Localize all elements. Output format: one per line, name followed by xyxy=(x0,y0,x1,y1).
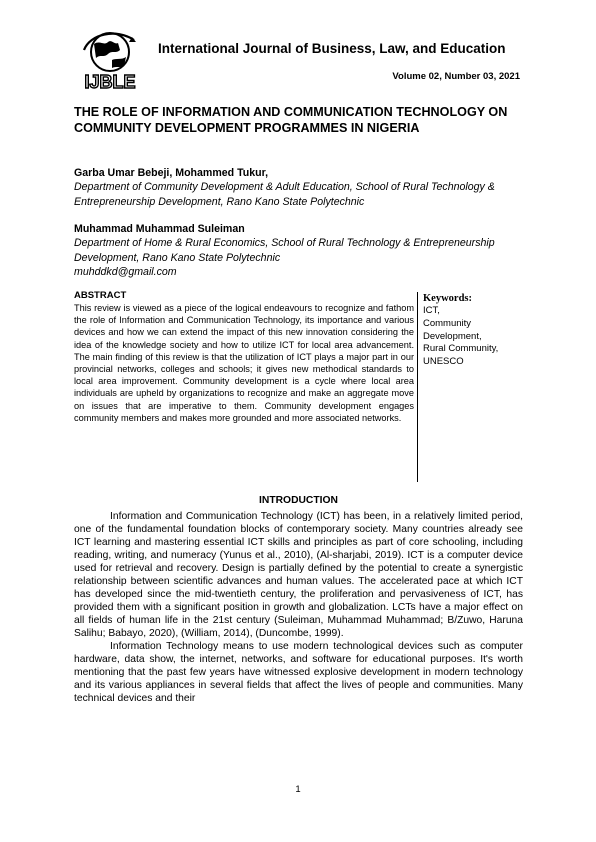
author-affiliation-1: Department of Community Development & Adult Education, School of Rural Technology & Entrepreneurship Development, Rano Kano State Polytechnic xyxy=(74,181,495,208)
keyword-item: Community Development, xyxy=(423,317,482,342)
body-paragraph: Information and Communication Technology (ICT) has been, in a relatively limited period, one of the fundamental foundation blocks of contemporary society. Many countries already see ICT learning and mastering essential ICT skills and principles as part of core schooling, including reading, writing, and numeracy (Yunus et al., 2010), (Al-sharjabi, 2019). ICT is a computer device used for retrieval and recovery. Design is partially defined by the potential to create a synergistic relationship between scientific advances and human values. The accelerated pace at which ICT has developed since the mid-twentieth century, the proliferation and pervasiveness of ICT, has provided them with a significant position in growth and globalization. LCTs have a major effect on all fields of human life in the 21st century (Suleiman, Muhammad Muhammad; B/Zuwo, Haruna Salihu; Babayo, 2020), (William, 2014), (Duncombe, 1999). xyxy=(74,511,523,639)
abstract-heading: ABSTRACT xyxy=(74,290,127,301)
globe-icon xyxy=(74,30,146,92)
keyword-item: Rural Community, xyxy=(423,343,499,355)
abstract-text: This review is viewed as a piece of the logical endeavours to recognize and fathom the role of Information and Communication Technology, its importance and various devices and how we can extend the impact of this new innovation considering the idea of the knowledge society and how to utilize ICT for local area advancement. The main finding of this review is that the utilization of ICT plays a major part in our provincial networks, colleges and schools; it gives new methodical standards to local area improvement. Community development is a cycle where local area individuals are upheld by organizations to recognize and make an aggregate move on issues that are imperative to them. Community development engages community members and makes more grounded and more associated networks. xyxy=(74,303,414,423)
body-paragraph: Information Technology means to use modern technological devices such as computer hardware, data show, the internet, networks, and software for educational purposes. It's worth mentioning that the past few years have witnessed explosive development in modern technology and its various appliances in several fields that affect the lives of people and communities. Many technical devices and their xyxy=(74,641,523,704)
introduction-body xyxy=(74,510,523,705)
author-names-2: Muhammad Muhammad Suleiman xyxy=(74,223,245,235)
svg-text:IJBLE: IJBLE xyxy=(84,72,136,92)
introduction-heading: INTRODUCTION xyxy=(259,495,338,506)
author-email[interactable]: muhddkd@gmail.com xyxy=(74,266,177,278)
journal-logo xyxy=(74,30,146,92)
author-names-1: Garba Umar Bebeji, Mohammed Tukur, xyxy=(74,167,269,179)
author-affiliation-2: Department of Home & Rural Economics, School of Rural Technology & Entrepreneurship Development, Rano Kano State Polytechnic xyxy=(74,237,495,264)
keyword-item: UNESCO xyxy=(423,356,464,368)
paper-title: THE ROLE OF INFORMATION AND COMMUNICATION TECHNOLOGY ON COMMUNITY DEVELOPMENT PROGRAMMES IN NIGERIA xyxy=(74,105,508,135)
page-number: 1 xyxy=(295,784,301,795)
volume-info: Volume 02, Number 03, 2021 xyxy=(392,71,520,82)
journal-title: International Journal of Business, Law, and Education xyxy=(158,41,506,56)
keywords-list xyxy=(423,305,523,369)
keyword-item: ICT, xyxy=(423,305,440,316)
abstract-section xyxy=(74,290,414,424)
keywords-section xyxy=(423,292,523,369)
column-divider xyxy=(417,292,418,482)
keywords-heading: Keywords: xyxy=(423,293,472,304)
